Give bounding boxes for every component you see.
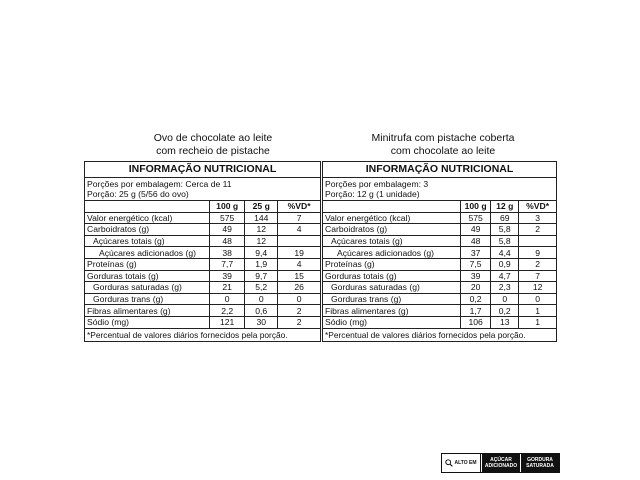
row-vd: 12 bbox=[519, 282, 556, 294]
row-100g: 575 bbox=[460, 212, 490, 224]
row-portion: 2,3 bbox=[491, 282, 519, 294]
row-portion: 1,9 bbox=[245, 258, 278, 270]
left-panel-meta bbox=[85, 178, 320, 201]
row-100g: 575 bbox=[210, 212, 245, 224]
row-vd: 19 bbox=[278, 247, 320, 259]
row-label: Gorduras saturadas (g) bbox=[85, 282, 210, 294]
acucar-line1: AÇÚCAR bbox=[490, 457, 512, 463]
row-portion: 0,6 bbox=[245, 305, 278, 317]
right-product-caption bbox=[338, 132, 548, 158]
row-label: Açúcares totais (g) bbox=[323, 235, 460, 247]
row-100g: 39 bbox=[460, 270, 490, 282]
table-row bbox=[85, 247, 320, 259]
right-portion: Porção: 12 g (1 unidade) bbox=[325, 189, 420, 199]
table-row bbox=[323, 316, 556, 328]
row-100g: 48 bbox=[210, 235, 245, 247]
row-vd bbox=[519, 235, 556, 247]
table-row bbox=[85, 258, 320, 270]
right-panel-title: INFORMAÇÃO NUTRICIONAL bbox=[323, 162, 556, 178]
left-panel-title: INFORMAÇÃO NUTRICIONAL bbox=[85, 162, 320, 178]
row-100g: 21 bbox=[210, 282, 245, 294]
row-100g: 20 bbox=[460, 282, 490, 294]
row-vd: 4 bbox=[278, 258, 320, 270]
row-vd bbox=[278, 235, 320, 247]
row-portion: 12 bbox=[245, 235, 278, 247]
table-row bbox=[85, 316, 320, 328]
row-100g: 106 bbox=[460, 316, 490, 328]
table-row bbox=[323, 305, 556, 317]
table-row bbox=[323, 224, 556, 236]
row-vd: 0 bbox=[519, 293, 556, 305]
table-row bbox=[85, 305, 320, 317]
row-vd: 2 bbox=[278, 305, 320, 317]
left-product-caption bbox=[118, 132, 308, 158]
row-vd: 0 bbox=[278, 293, 320, 305]
row-vd: 7 bbox=[278, 212, 320, 224]
row-label: Açúcares adicionados (g) bbox=[85, 247, 210, 259]
row-label: Açúcares adicionados (g) bbox=[323, 247, 460, 259]
table-row bbox=[323, 247, 556, 259]
table-row bbox=[323, 212, 556, 224]
row-portion: 13 bbox=[491, 316, 519, 328]
right-panel-meta bbox=[323, 178, 556, 201]
header-portion: 12 g bbox=[491, 201, 519, 212]
right-nutrition-panel bbox=[322, 161, 557, 342]
row-vd: 15 bbox=[278, 270, 320, 282]
table-row bbox=[85, 282, 320, 294]
row-label: Gorduras totais (g) bbox=[323, 270, 460, 282]
row-portion: 0,2 bbox=[491, 305, 519, 317]
row-vd: 3 bbox=[519, 212, 556, 224]
table-row bbox=[323, 293, 556, 305]
row-vd: 26 bbox=[278, 282, 320, 294]
row-100g: 49 bbox=[210, 224, 245, 236]
header-label bbox=[323, 201, 460, 212]
row-portion: 0 bbox=[491, 293, 519, 305]
table-row bbox=[323, 235, 556, 247]
header-vd: %VD* bbox=[278, 201, 320, 212]
row-portion: 5,2 bbox=[245, 282, 278, 294]
left-caption-line2: com recheio de pistache bbox=[156, 145, 270, 157]
table-row bbox=[85, 293, 320, 305]
right-caption-line1: Minitrufa com pistache coberta bbox=[371, 132, 515, 144]
header-portion: 25 g bbox=[245, 201, 278, 212]
right-nutrition-table bbox=[323, 201, 556, 329]
table-row bbox=[85, 212, 320, 224]
row-100g: 7,5 bbox=[460, 258, 490, 270]
left-servings: Porções por embalagem: Cerca de 11 bbox=[87, 179, 232, 189]
row-portion: 0,9 bbox=[491, 258, 519, 270]
row-vd: 1 bbox=[519, 316, 556, 328]
high-in-warning-badge bbox=[441, 453, 560, 473]
row-portion: 4,7 bbox=[491, 270, 519, 282]
row-100g: 39 bbox=[210, 270, 245, 282]
left-nutrition-panel bbox=[84, 161, 321, 342]
row-label: Valor energético (kcal) bbox=[323, 212, 460, 224]
row-100g: 49 bbox=[460, 224, 490, 236]
row-100g: 1,7 bbox=[460, 305, 490, 317]
right-servings: Porções por embalagem: 3 bbox=[325, 179, 429, 189]
row-label: Carboidratos (g) bbox=[323, 224, 460, 236]
row-label: Sódio (mg) bbox=[85, 316, 210, 328]
table-row bbox=[85, 270, 320, 282]
row-portion: 5,8 bbox=[491, 235, 519, 247]
row-vd: 1 bbox=[519, 305, 556, 317]
header-100g: 100 g bbox=[460, 201, 490, 212]
row-portion: 0 bbox=[245, 293, 278, 305]
header-label bbox=[85, 201, 210, 212]
row-label: Valor energético (kcal) bbox=[85, 212, 210, 224]
row-100g: 121 bbox=[210, 316, 245, 328]
row-label: Gorduras trans (g) bbox=[85, 293, 210, 305]
table-row bbox=[323, 282, 556, 294]
row-label: Proteínas (g) bbox=[323, 258, 460, 270]
row-portion: 12 bbox=[245, 224, 278, 236]
row-vd: 2 bbox=[519, 258, 556, 270]
row-portion: 144 bbox=[245, 212, 278, 224]
right-footnote: *Percentual de valores diários fornecidos pela porção. bbox=[325, 329, 526, 340]
row-100g: 0,2 bbox=[460, 293, 490, 305]
magnifier-icon bbox=[445, 459, 453, 467]
table-row bbox=[85, 224, 320, 236]
row-label: Proteínas (g) bbox=[85, 258, 210, 270]
row-100g: 48 bbox=[460, 235, 490, 247]
table-header-row bbox=[323, 201, 556, 212]
table-row bbox=[323, 270, 556, 282]
row-label: Gorduras saturadas (g) bbox=[323, 282, 460, 294]
left-footnote: *Percentual de valores diários fornecidos pela porção. bbox=[87, 329, 288, 340]
row-label: Açúcares totais (g) bbox=[85, 235, 210, 247]
row-label: Sódio (mg) bbox=[323, 316, 460, 328]
left-nutrition-table bbox=[85, 201, 320, 329]
table-row bbox=[323, 258, 556, 270]
row-100g: 38 bbox=[210, 247, 245, 259]
row-label: Fibras alimentares (g) bbox=[323, 305, 460, 317]
acucar-adicionado-label bbox=[481, 454, 520, 472]
row-100g: 0 bbox=[210, 293, 245, 305]
row-label: Gorduras totais (g) bbox=[85, 270, 210, 282]
row-vd: 7 bbox=[519, 270, 556, 282]
table-row bbox=[85, 235, 320, 247]
header-vd: %VD* bbox=[519, 201, 556, 212]
row-portion: 9,7 bbox=[245, 270, 278, 282]
row-portion: 4,4 bbox=[491, 247, 519, 259]
row-portion: 69 bbox=[491, 212, 519, 224]
left-caption-line1: Ovo de chocolate ao leite bbox=[153, 132, 273, 144]
row-vd: 2 bbox=[519, 224, 556, 236]
row-label: Carboidratos (g) bbox=[85, 224, 210, 236]
acucar-line2: ADICIONADO bbox=[484, 463, 518, 469]
row-100g: 2,2 bbox=[210, 305, 245, 317]
left-portion: Porção: 25 g (5/56 do ovo) bbox=[87, 189, 189, 199]
table-header-row bbox=[85, 201, 320, 212]
row-label: Fibras alimentares (g) bbox=[85, 305, 210, 317]
row-vd: 4 bbox=[278, 224, 320, 236]
row-label: Gorduras trans (g) bbox=[323, 293, 460, 305]
header-100g: 100 g bbox=[210, 201, 245, 212]
row-portion: 30 bbox=[245, 316, 278, 328]
row-100g: 7,7 bbox=[210, 258, 245, 270]
row-vd: 9 bbox=[519, 247, 556, 259]
gordura-saturada-label bbox=[520, 454, 559, 472]
alto-em-label bbox=[442, 454, 481, 472]
gordura-line2: SATURADA bbox=[526, 463, 554, 469]
row-vd: 2 bbox=[278, 316, 320, 328]
row-portion: 5,8 bbox=[491, 224, 519, 236]
row-portion: 9,4 bbox=[245, 247, 278, 259]
gordura-line1: GORDURA bbox=[527, 457, 553, 463]
row-100g: 37 bbox=[460, 247, 490, 259]
right-caption-line2: com chocolate ao leite bbox=[390, 145, 496, 157]
alto-em-text: ALTO EM bbox=[454, 460, 477, 466]
